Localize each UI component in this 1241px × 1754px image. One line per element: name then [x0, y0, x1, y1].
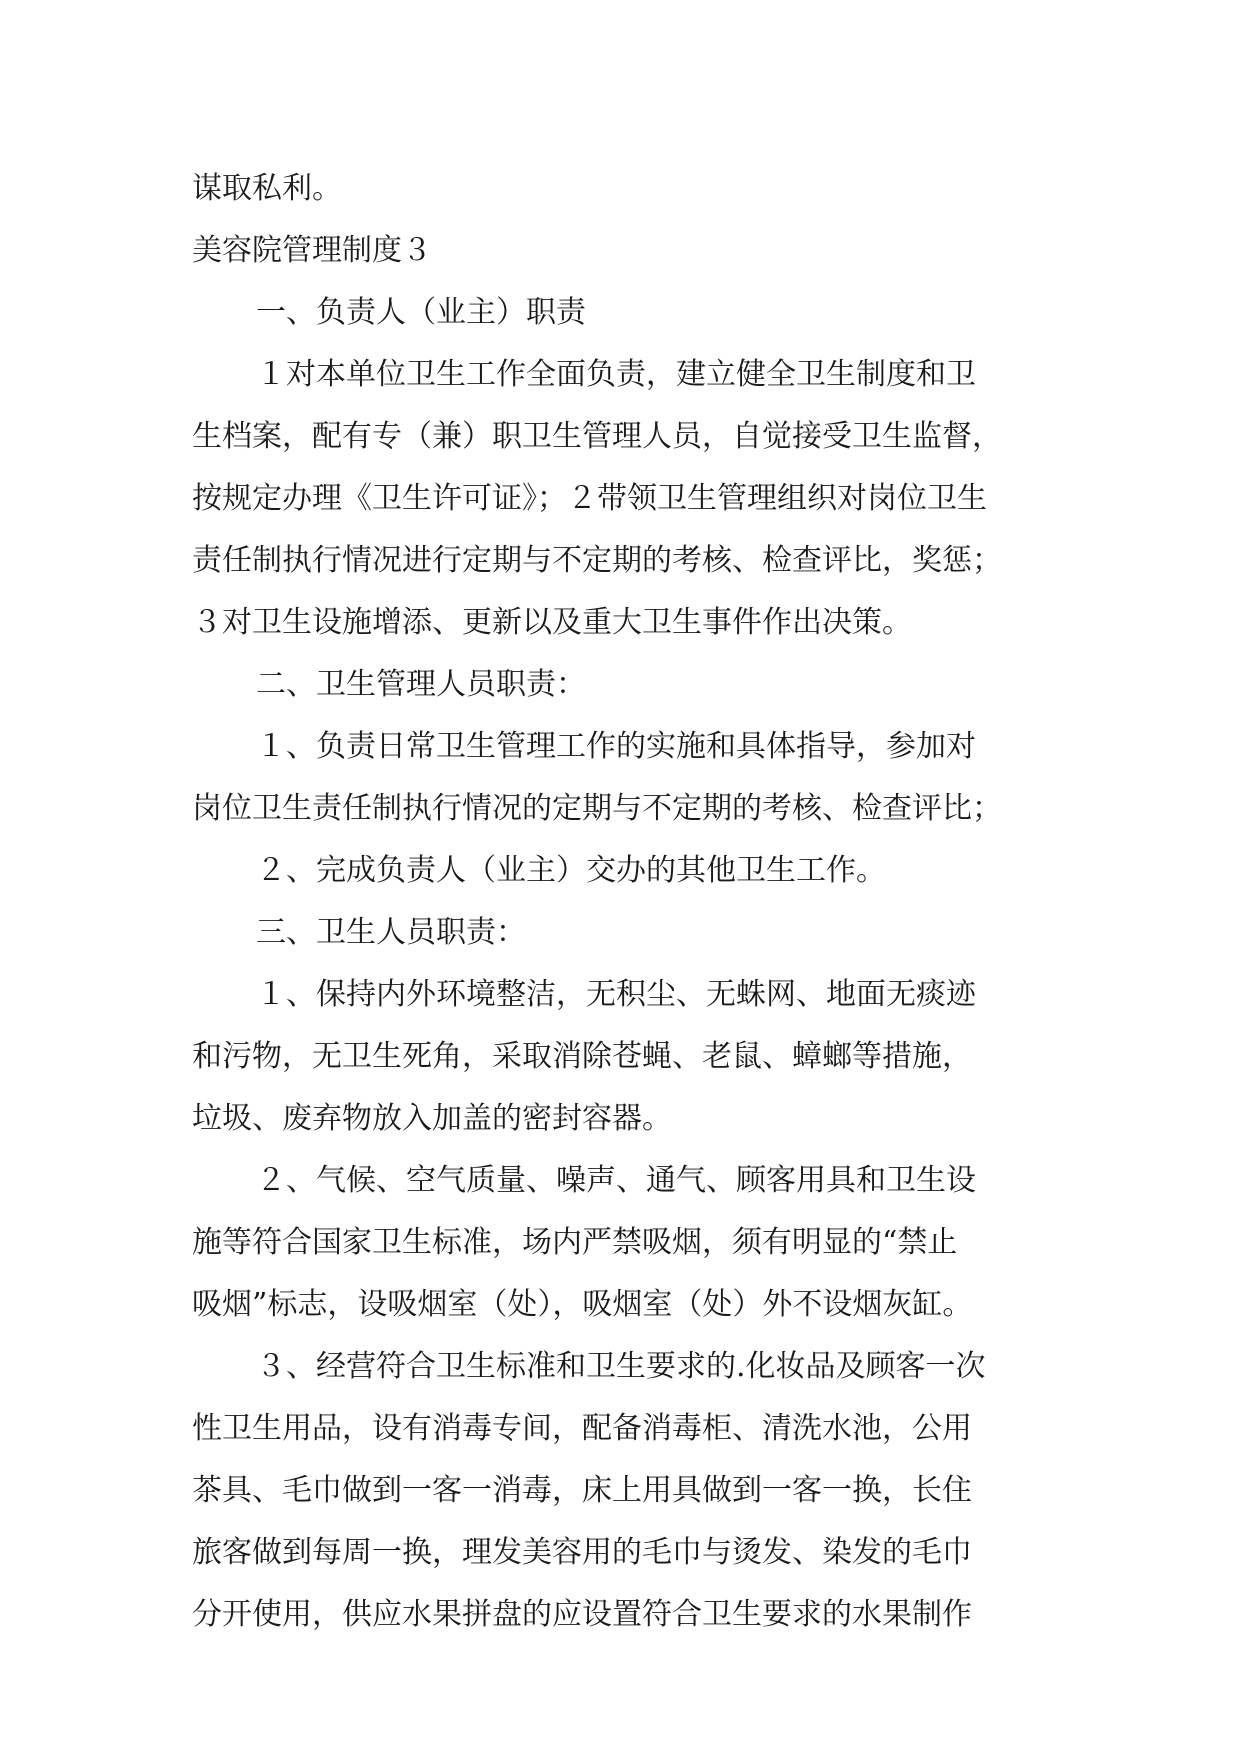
section-heading-2: 二、卫生管理人员职责： [256, 667, 586, 702]
paragraph [192, 716, 1052, 840]
paragraph-line: 和污物，无卫生死角，采取消除苍蝇、老鼠、蟑螂等措施， [192, 1039, 972, 1074]
continued-text: 谋取私利。 [192, 171, 342, 206]
paragraph-line: １、保持内外环境整洁，无积尘、无蛛网、地面无痰迹 [256, 977, 976, 1012]
paragraph-line: ３对卫生设施增添、更新以及重大卫生事件作出决策。 [192, 605, 912, 640]
paragraph [192, 1150, 1052, 1336]
paragraph [192, 344, 1052, 654]
section-heading-3: 三、卫生人员职责： [256, 915, 526, 950]
paragraph-line: 生档案，配有专（兼）职卫生管理人员，自觉接受卫生监督， [192, 419, 1002, 454]
paragraph-line: 性卫生用品，设有消毒专间，配备消毒柜、清洗水池，公用 [192, 1411, 972, 1446]
paragraph-line: １、负责日常卫生管理工作的实施和具体指导，参加对 [256, 729, 976, 764]
section-heading-1: 一、负责人（业主）职责 [256, 295, 586, 330]
paragraph-line: 垃圾、废弃物放入加盖的密封容器。 [192, 1101, 672, 1136]
paragraph [192, 964, 1052, 1150]
document-body [192, 158, 1052, 1646]
paragraph-line: 施等符合国家卫生标准，场内严禁吸烟，须有明显的“禁止 [192, 1225, 958, 1260]
paragraph-line: 责任制执行情况进行定期与不定期的考核、检查评比，奖惩； [192, 543, 1002, 578]
paragraph-line: ２、气候、空气质量、噪声、通气、顾客用具和卫生设 [256, 1163, 976, 1198]
paragraph-line: 分开使用，供应水果拼盘的应设置符合卫生要求的水果制作 [192, 1597, 972, 1632]
paragraph-line: 吸烟”标志，设吸烟室（处），吸烟室（处）外不设烟灰缸。 [192, 1287, 973, 1322]
paragraph-line: 旅客做到每周一换，理发美容用的毛巾与烫发、染发的毛巾 [192, 1535, 972, 1570]
paragraph-line: １对本单位卫生工作全面负责，建立健全卫生制度和卫 [256, 357, 976, 392]
paragraph-line: ３、经营符合卫生标准和卫生要求的.化妆品及顾客一次 [256, 1349, 986, 1384]
paragraph-line: 茶具、毛巾做到一客一消毒，床上用具做到一客一换，长住 [192, 1473, 972, 1508]
paragraph [192, 1336, 1052, 1646]
paragraph [192, 840, 1052, 902]
paragraph-line: ２、完成负责人（业主）交办的其他卫生工作。 [256, 853, 886, 888]
paragraph-line: 岗位卫生责任制执行情况的定期与不定期的考核、检查评比； [192, 791, 1002, 826]
paragraph-line: 按规定办理《卫生许可证》；２带领卫生管理组织对岗位卫生 [192, 481, 987, 516]
document-title: 美容院管理制度３ [192, 233, 432, 268]
